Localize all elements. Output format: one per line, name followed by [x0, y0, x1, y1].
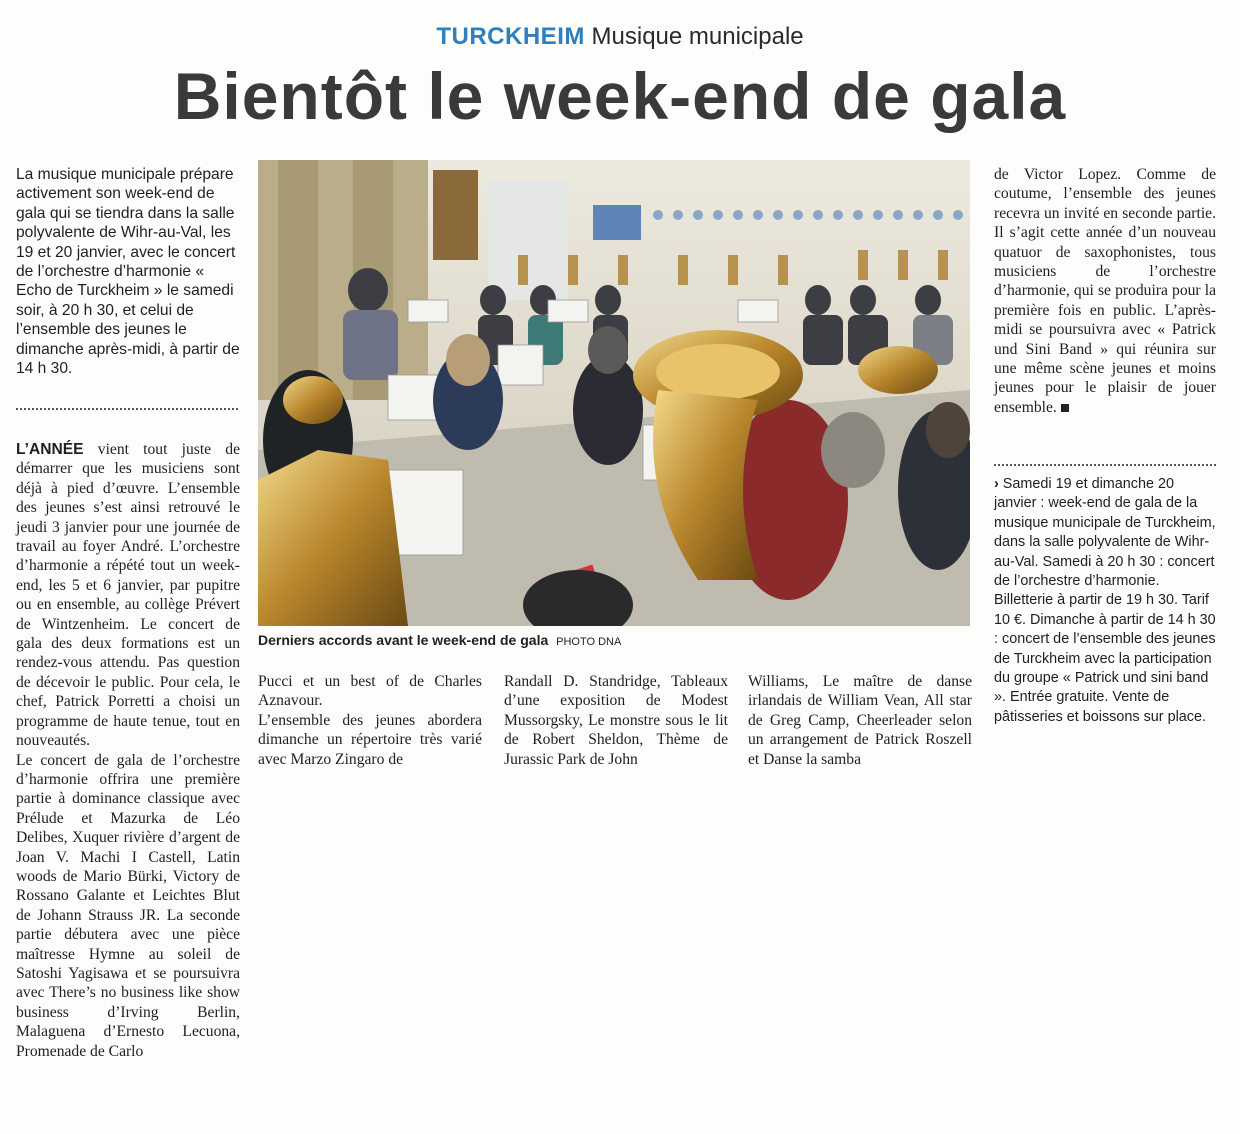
article-kicker [0, 22, 1240, 52]
column-2 [258, 672, 482, 769]
kicker-place: TURCKHEIM [436, 23, 585, 50]
article-headline: Bientôt le week-end de gala [173, 59, 1067, 133]
column-1-paragraph-2: Le concert de gala de l’orchestre d’harmonie offrira une première partie à dominance classique avec Prélude et Mazurka de Léo Delibes, Xuquer rivière d’argent de Joan V. Machi I Castell, Latin woods de Mario Bürki, Victory de Rossano Galante et Leichtes Blut de Johann Strauss JR. La seconde partie débutera avec une pièce maîtresse Hymne au soleil de Satoshi Yagisawa et se poursuivra avec There’s no business like show business d’Irving Berlin, Malaguena d’Ernesto Lecuona, Promenade de Carlo [16, 751, 240, 1060]
column-4 [748, 672, 972, 769]
column-3 [504, 672, 728, 769]
column-1 [16, 440, 240, 1061]
article-chapo: La musique municipale prépare activement son week-end de gala qui se tiendra dans la salle polyvalente de Wihr-au-Val, les 19 et 20 janvier, avec le concert de l’orchestre d’harmonie « Echo de Turckheim » le samedi soir, à 20 h 30, et celui de l’ensemble des jeunes le dimanche après-midi, à partir de 14 h 30. [16, 166, 240, 378]
info-box [994, 475, 1216, 727]
info-separator [994, 464, 1216, 466]
kicker-section: Musique municipale [591, 23, 804, 50]
column-5-text: de Victor Lopez. Comme de coutume, l’ensemble des jeunes recevra un invité en seconde partie. Il s’agit cette année d’un nouveau quatuor de saxophonistes, tous musiciens de l’orchestre d’harmonie, qui se produira pour la première fois en public. L’après-midi se poursuivra avec « Patrick und Sini Band » qui réunira sur une même scène jeunes et moins jeunes pour le plaisir de jouer ensemble. [994, 166, 1216, 416]
column-2-paragraph-2: L’ensemble des jeunes abordera dimanche un répertoire très varié avec Marzo Zingaro de [258, 711, 482, 768]
column-1-text: vient tout juste de démarrer que les musiciens sont déjà à pied d’œuvre. L’ensemble des jeunes s’est ainsi retrouvé le jeudi 3 janvier pour une journée de travail au foyer André. L’orchestre d’harmonie a répété tout un week-end, les 5 et 6 janvier, par pupitre ou en ensemble, au collège Prévert de Wintzenheim. Le concert de gala des deux formations est un rendez-vous attendu. Pas question de décevoir le public. Pour cela, le chef, Patrick Porretti a choisi un programme de haute tenue, tout en nouveautés. [16, 441, 240, 750]
photo-credit: PHOTO DNA [556, 636, 622, 648]
end-mark-icon [1061, 404, 1069, 412]
info-text: Samedi 19 et dimanche 20 janvier : week-end de gala de la musique municipale de Turckheim, dans la salle polyvalente de Wihr-au-Val. Samedi à 20 h 30 : concert de l’orchestre d’harmonie. Billetterie à partir de 19 h 30. Tarif 10 €. Dimanche à partir de 14 h 30 : concert de l’ensemble des jeunes de Turckheim avec la participation du groupe « Patrick und sini band ». Entrée gratuite. Vente de pâtisseries et boissons sur place. [994, 476, 1216, 725]
column-3-text: Randall D. Standridge, Tableaux d’une exposition de Modest Mussorgsky, Le monstre sous le lit de Robert Sheldon, Thème de Jurassic Park de John [504, 673, 728, 768]
column-2-text: Pucci et un best of de Charles Aznavour. [258, 673, 482, 710]
column-5 [994, 165, 1216, 417]
chevron-right-icon: › [994, 476, 999, 492]
column-4-text: Williams, Le maître de danse irlandais de William Vean, All star de Greg Camp, Cheerleader selon un arrangement de Patrick Roszell et Danse la samba [748, 673, 972, 768]
chapo-separator [16, 408, 238, 410]
photo-caption-text: Derniers accords avant le week-end de gala [258, 632, 549, 648]
photo-caption [258, 631, 970, 651]
lead-capital: L’ANNÉE [16, 441, 84, 458]
article-photo [258, 160, 970, 626]
